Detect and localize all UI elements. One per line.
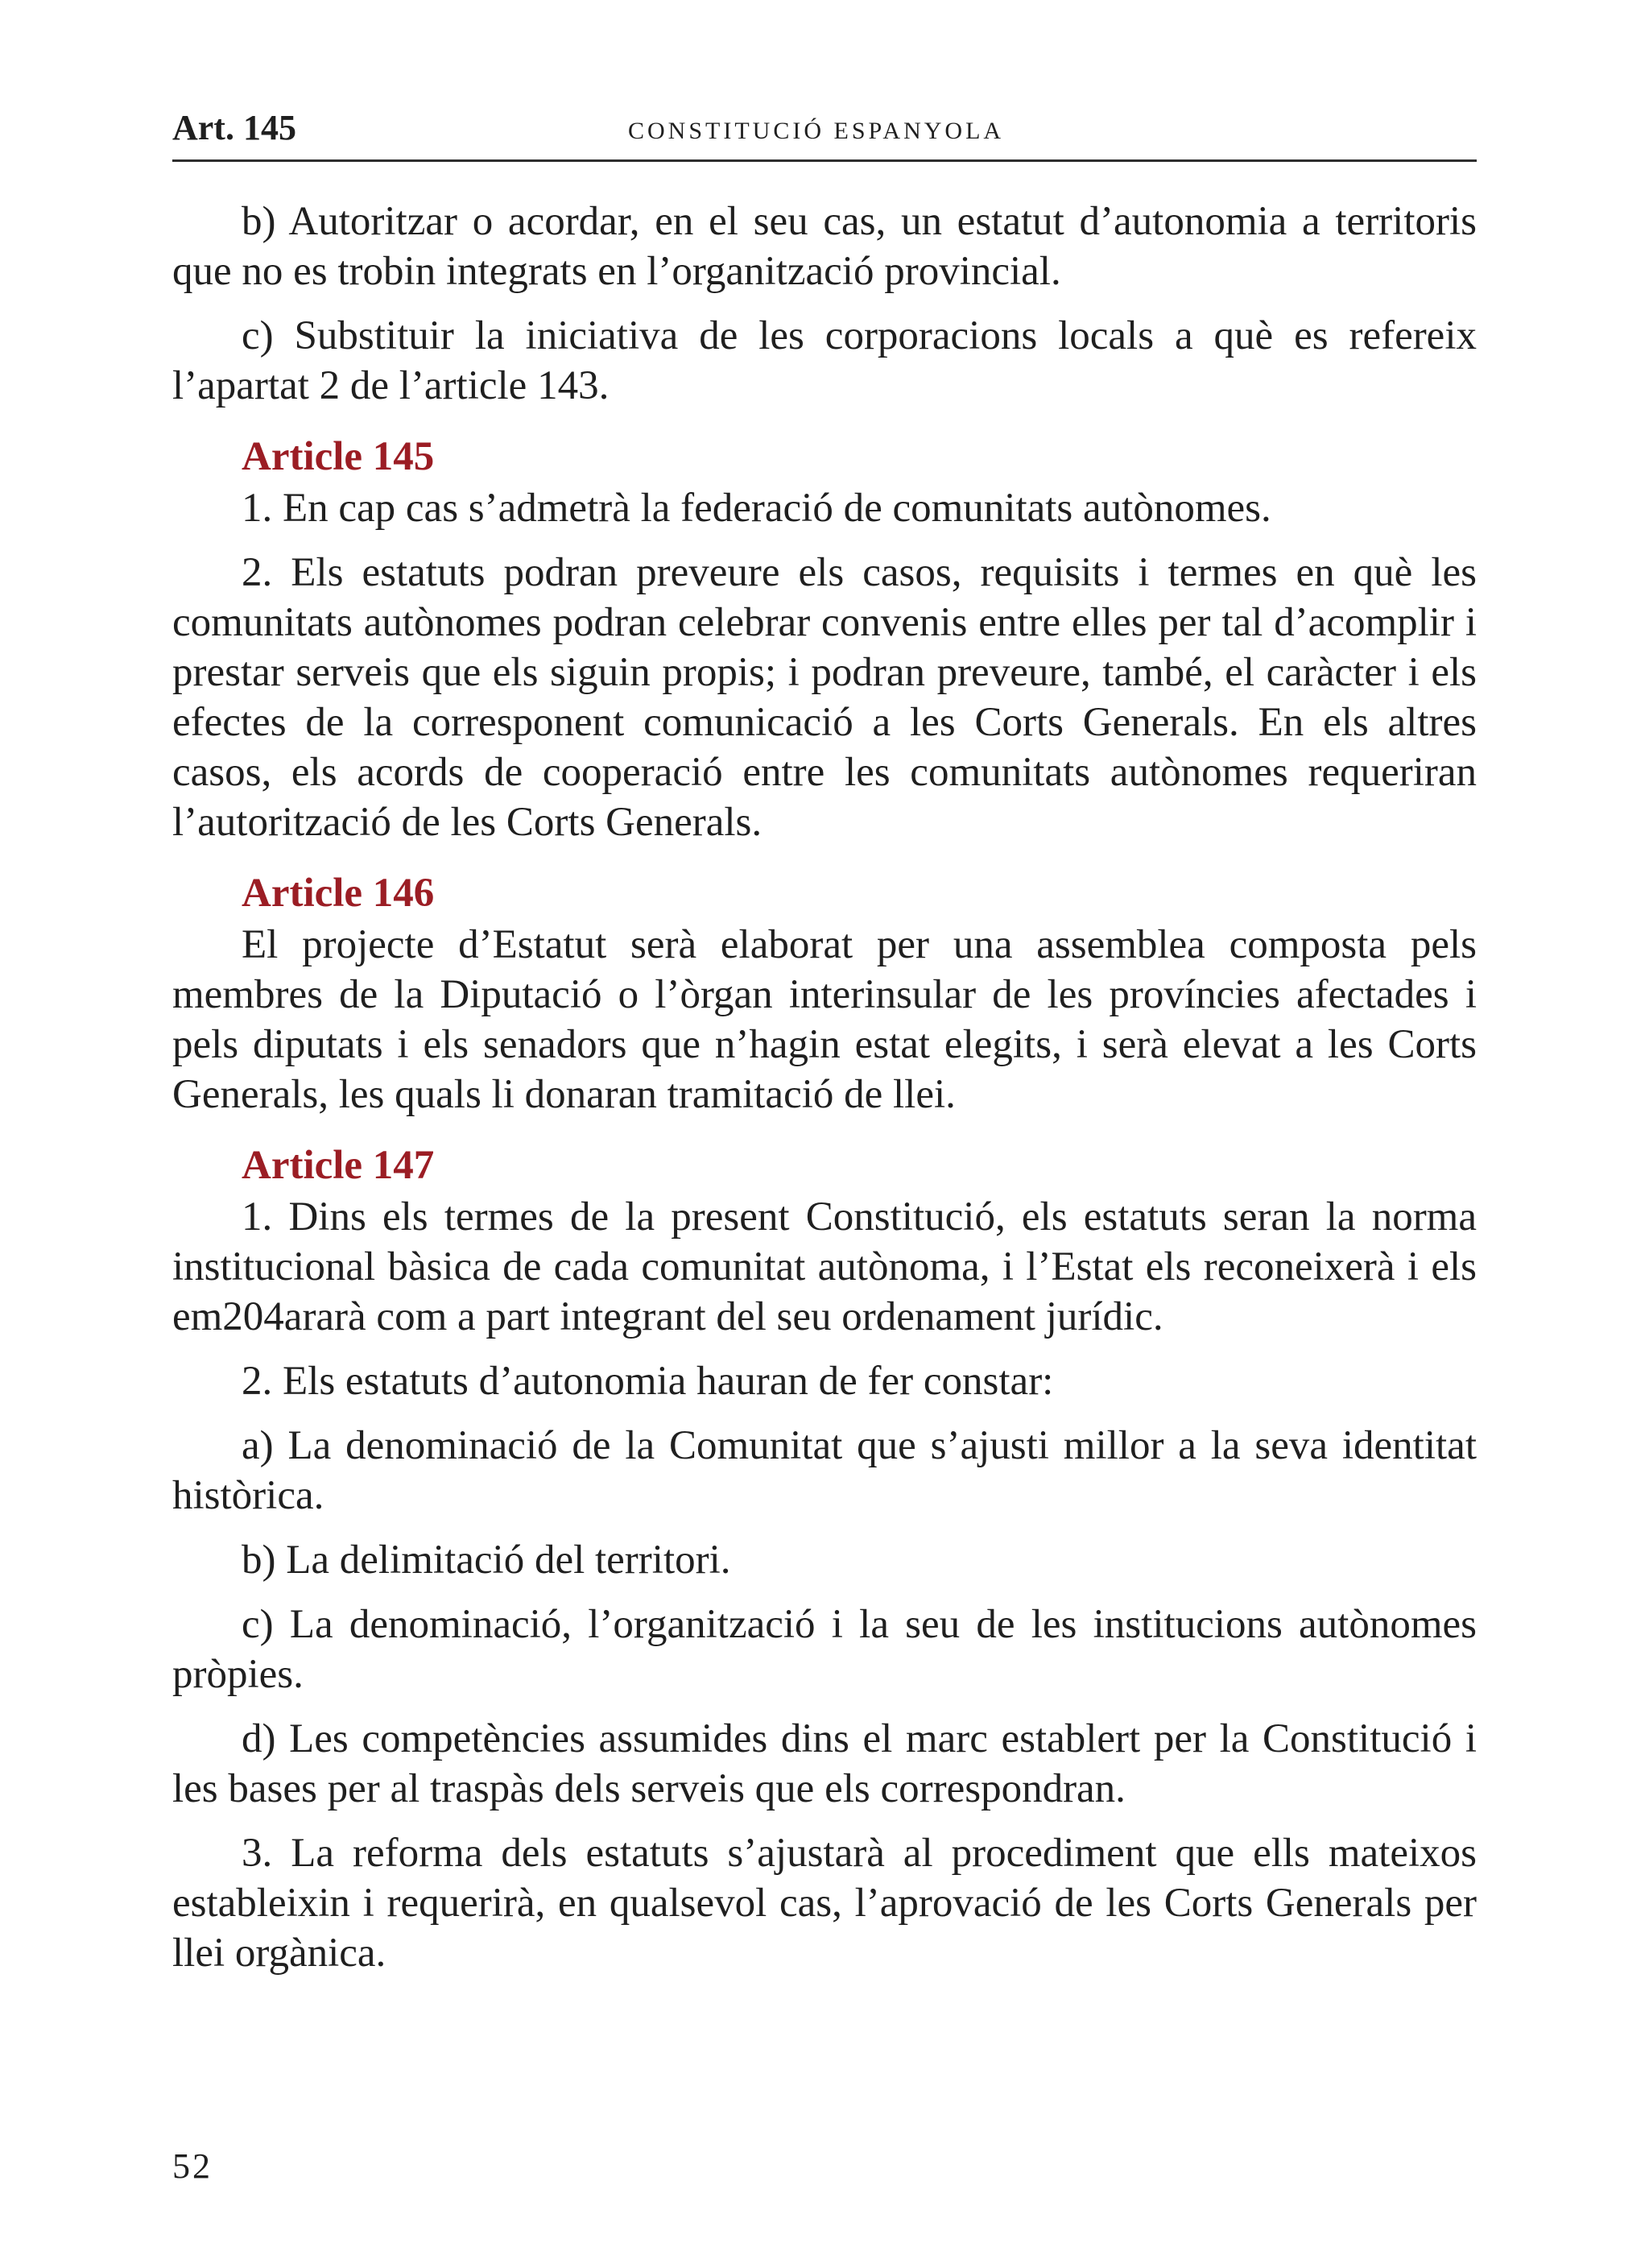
article-146-paragraph-1: El projecte d’Estatut serà elaborat per una assemblea composta pels membres de la Diputació o l’òrgan interinsular de les províncies afectades i pels diputats i els senadors que n’hagin estat elegits, i serà elevat a les Corts Generals, les quals li donaran tramitació de llei. [172, 922, 1477, 1117]
running-book-title: CONSTITUCIÓ ESPANYOLA [628, 118, 1005, 144]
article-145-heading: Article 145 [242, 434, 435, 479]
running-article-reference: Art. 145 [172, 108, 296, 147]
header-rule [172, 159, 1477, 162]
article-147-item-d: d) Les competències assumides dins el marc establert per la Constitució i les bases per al traspàs dels serveis que els correspondran. [172, 1716, 1477, 1811]
paragraph-c-substituir: c) Substituir la iniciativa de les corporacions locals a què es refereix l’apartat 2 de l’article 143. [172, 313, 1477, 408]
article-145-paragraph-2: 2. Els estatuts podran preveure els casos, requisits i termes en què les comunitats autònomes podran celebrar convenis entre elles per tal d’acomplir i prestar serveis que els siguin propis; i podran preveure, també, el caràcter i els efectes de la corresponent comunicació a les Corts Generals. En els altres casos, els acords de cooperació entre les comunitats autònomes requeriran l’autorització de les Corts Generals. [172, 550, 1477, 845]
article-145-paragraph-1: 1. En cap cas s’admetrà la federació de comunitats autònomes. [242, 486, 1271, 531]
article-147-item-a: a) La denominació de la Comunitat que s’ajusti millor a la seva identitat històrica. [172, 1423, 1477, 1518]
article-147-paragraph-3: 3. La reforma dels estatuts s’ajustarà al procediment que ells mateixos estableixin i requerirà, en qualsevol cas, l’aprovació de les Corts Generals per llei orgànica. [172, 1831, 1477, 1976]
article-146-heading: Article 146 [242, 871, 435, 916]
article-147-paragraph-2: 2. Els estatuts d’autonomia hauran de fer constar: [242, 1359, 1054, 1404]
running-header [172, 103, 1477, 159]
article-147-heading: Article 147 [242, 1143, 435, 1188]
page-body [172, 197, 1477, 1978]
page-number: 52 [172, 2146, 213, 2186]
paragraph-b-autoritzar: b) Autoritzar o acordar, en el seu cas, un estatut d’autonomia a territoris que no es trobin integrats en l’organització provincial. [172, 199, 1477, 294]
article-147-paragraph-1: 1. Dins els termes de la present Constitució, els estatuts seran la norma institucional bàsica de cada comunitat autònoma, i l’Estat els reconeixerà i els em204ararà com a part integrant del seu ordenament jurídic. [172, 1194, 1477, 1339]
article-147-item-b: b) La delimitació del territori. [242, 1538, 731, 1583]
article-147-item-c: c) La denominació, l’organització i la seu de les institucions autònomes pròpies. [172, 1602, 1477, 1697]
